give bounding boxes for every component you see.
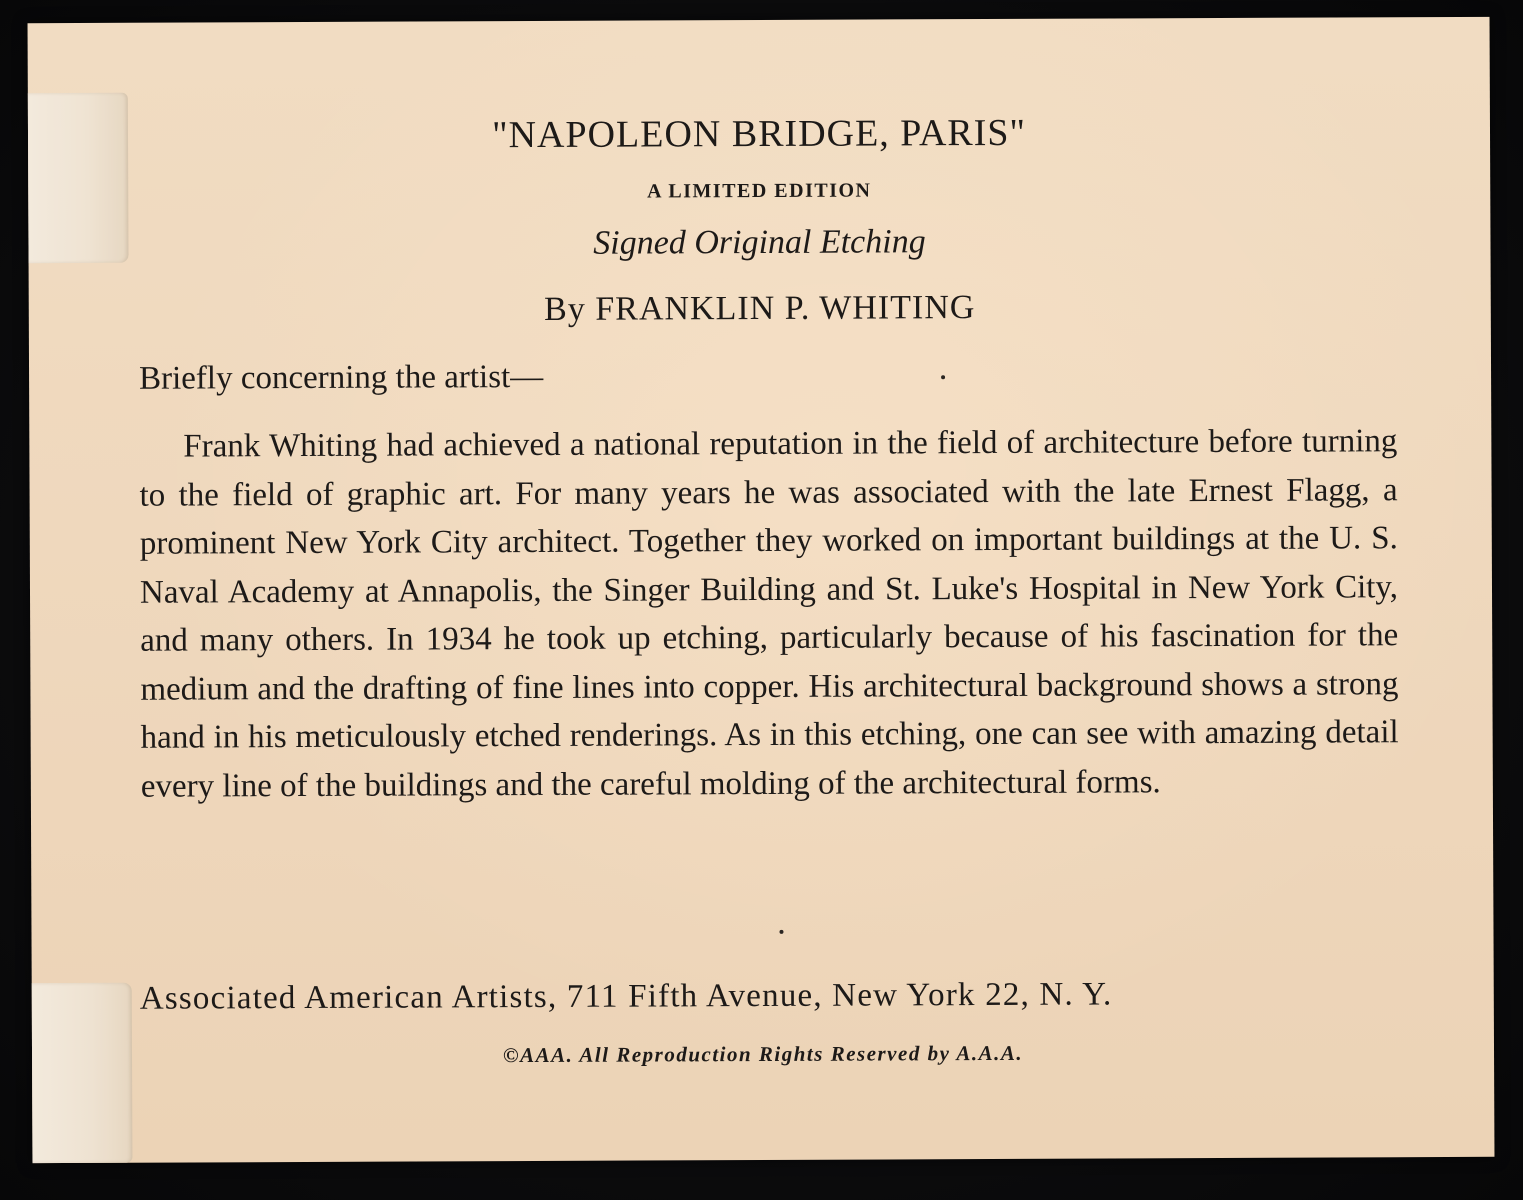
artist-biography: Frank Whiting had achieved a national reputation in the field of architecture before turning to the field of graphic art. For many years he was associated with the late Ernest Flagg, a prominent New York City architect. Together they worked on important buildings at the U. S. Naval Academy at Annapolis, the Singer Building and St. Luke's Hospital in New York City, and many others. In 1934 he took up etching, particularly because of his fascination for the medium and the drafting of fine lines into copper. His architectural background shows a strong hand in his meticulously etched renderings. As in this etching, one can see with amazing detail every line of the buildings and the careful molding of the architectural forms.: [139, 423, 1399, 805]
edition-label: A LIMITED EDITION: [646, 179, 872, 203]
card-text: [28, 17, 1495, 1163]
ink-speck: [941, 375, 945, 379]
ink-speck: [779, 930, 783, 934]
etching-info-card: [28, 17, 1495, 1163]
publisher-address: Associated American Artists, 711 Fifth Avenue, New York 22, N. Y.: [139, 976, 1113, 1017]
intro-line: Briefly concerning the artist—: [138, 358, 544, 397]
artwork-title: "NAPOLEON BRIDGE, PARIS": [491, 111, 1027, 157]
artist-byline: By FRANKLIN P. WHITING: [544, 289, 976, 328]
copyright-notice: ©AAA. All Reproduction Rights Reserved by A.A.A.: [502, 1040, 1024, 1068]
etching-subtitle: Signed Original Etching: [593, 223, 926, 262]
